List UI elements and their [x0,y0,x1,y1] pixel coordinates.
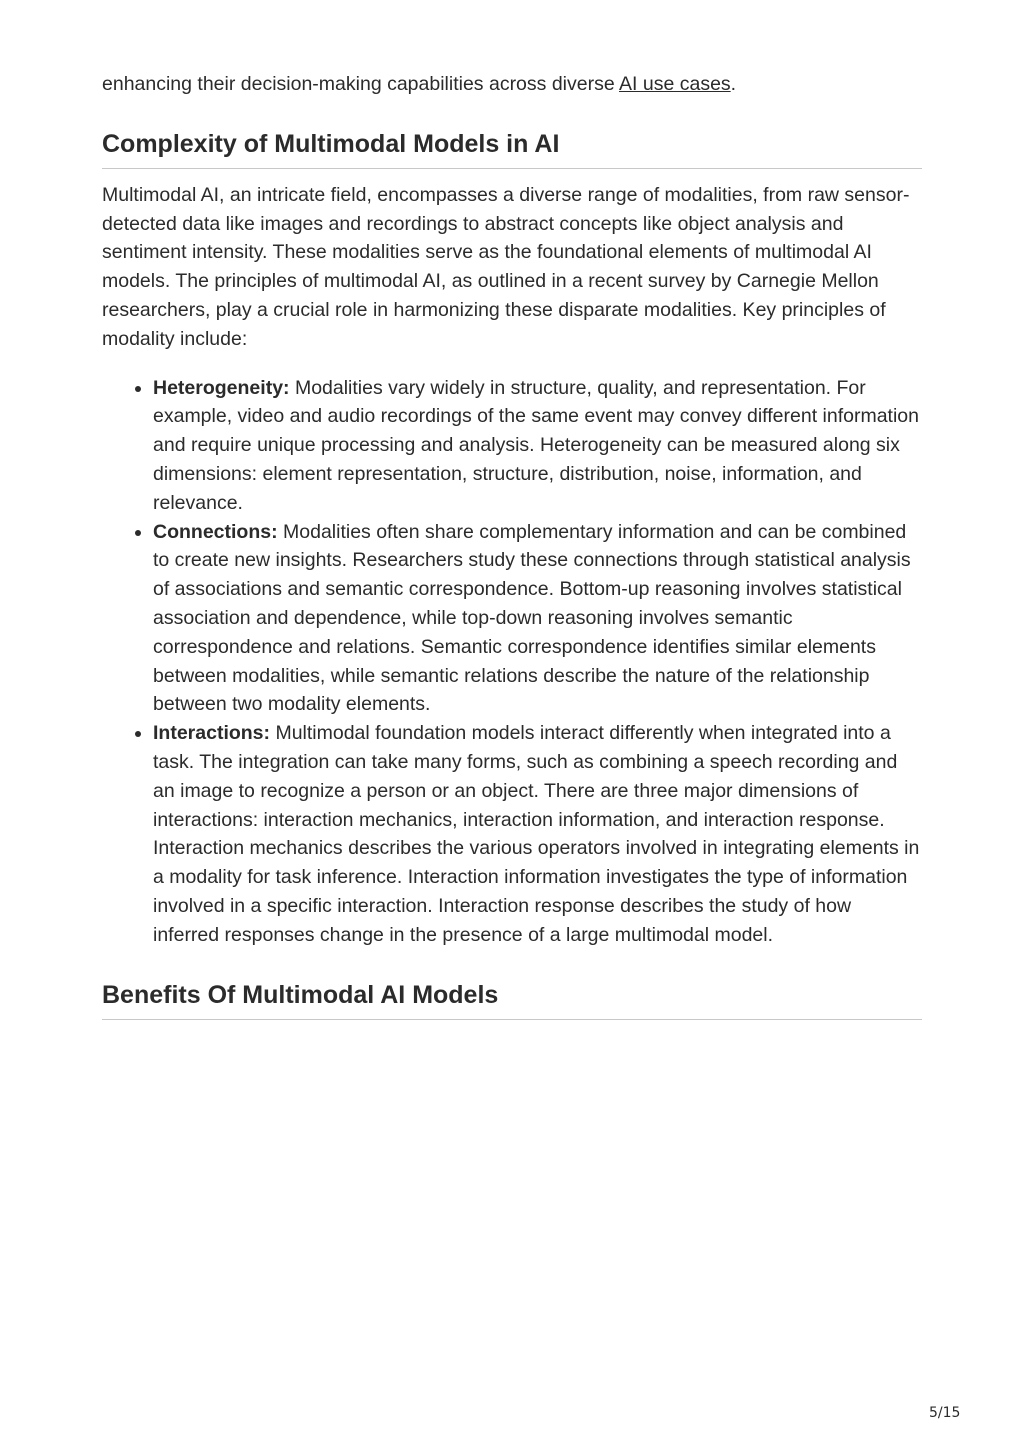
intro-text: enhancing their decision-making capabilities across diverse [102,73,620,95]
complexity-paragraph: Multimodal AI, an intricate field, encompasses a diverse range of modalities, from raw sensor-detected data like images and recordings to abstract concepts like object analysis and sentiment intensity. These modalities serve as the foundational elements of multimodal AI models. The principles of multimodal AI, as outlined in a recent survey by Carnegie Mellon researchers, play a crucial role in harmonizing these disparate modalities. Key principles of modality include: [102,183,910,350]
principle-term: Heterogeneity: [153,376,290,399]
principles-list [102,374,922,950]
principle-text: Modalities often share complementary information and can be combined to create new insights. Researchers study these connections through statistical analysis of associations and semantic correspondence. Bottom-up reasoning involves statistical association and dependence, while top-down reasoning involves semantic correspondence and relations. Semantic correspondence identifies similar elements between modalities, while semantic relations describe the nature of the relationship between two modality elements. [153,520,911,716]
document-page [102,70,922,1020]
list-item-interactions [153,719,922,949]
list-item-heterogeneity [153,374,922,518]
benefits-heading: Benefits Of Multimodal AI Models [102,980,922,1020]
principle-term: Connections: [153,520,278,543]
complexity-heading: Complexity of Multimodal Models in AI [102,129,922,169]
principle-text: Multimodal foundation models interact differently when integrated into a task. The integration can take many forms, such as combining a speech recording and an image to recognize a person or an object. There are three major dimensions of interactions: interaction mechanics, interaction information, and interaction response. Interaction mechanics describes the various operators involved in integrating elements in a modality for task inference. Interaction information investigates the type of information involved in a specific interaction. Interaction response describes the study of how inferred responses change in the presence of a large multimodal model. [153,722,920,946]
intro-paragraph [102,70,922,99]
ai-use-cases-link[interactable]: AI use cases [619,73,731,95]
page-number: 5/15 [929,1405,961,1421]
intro-period: . [730,73,737,95]
list-item-connections [153,518,922,720]
principle-text: Modalities vary widely in structure, quality, and representation. For example, video and audio recordings of the same event may convey different information and require unique processing and analysis. Heterogeneity can be measured along six dimensions: element representation, structure, distribution, noise, information, and relevance. [153,376,919,514]
principle-term: Interactions: [153,722,271,745]
